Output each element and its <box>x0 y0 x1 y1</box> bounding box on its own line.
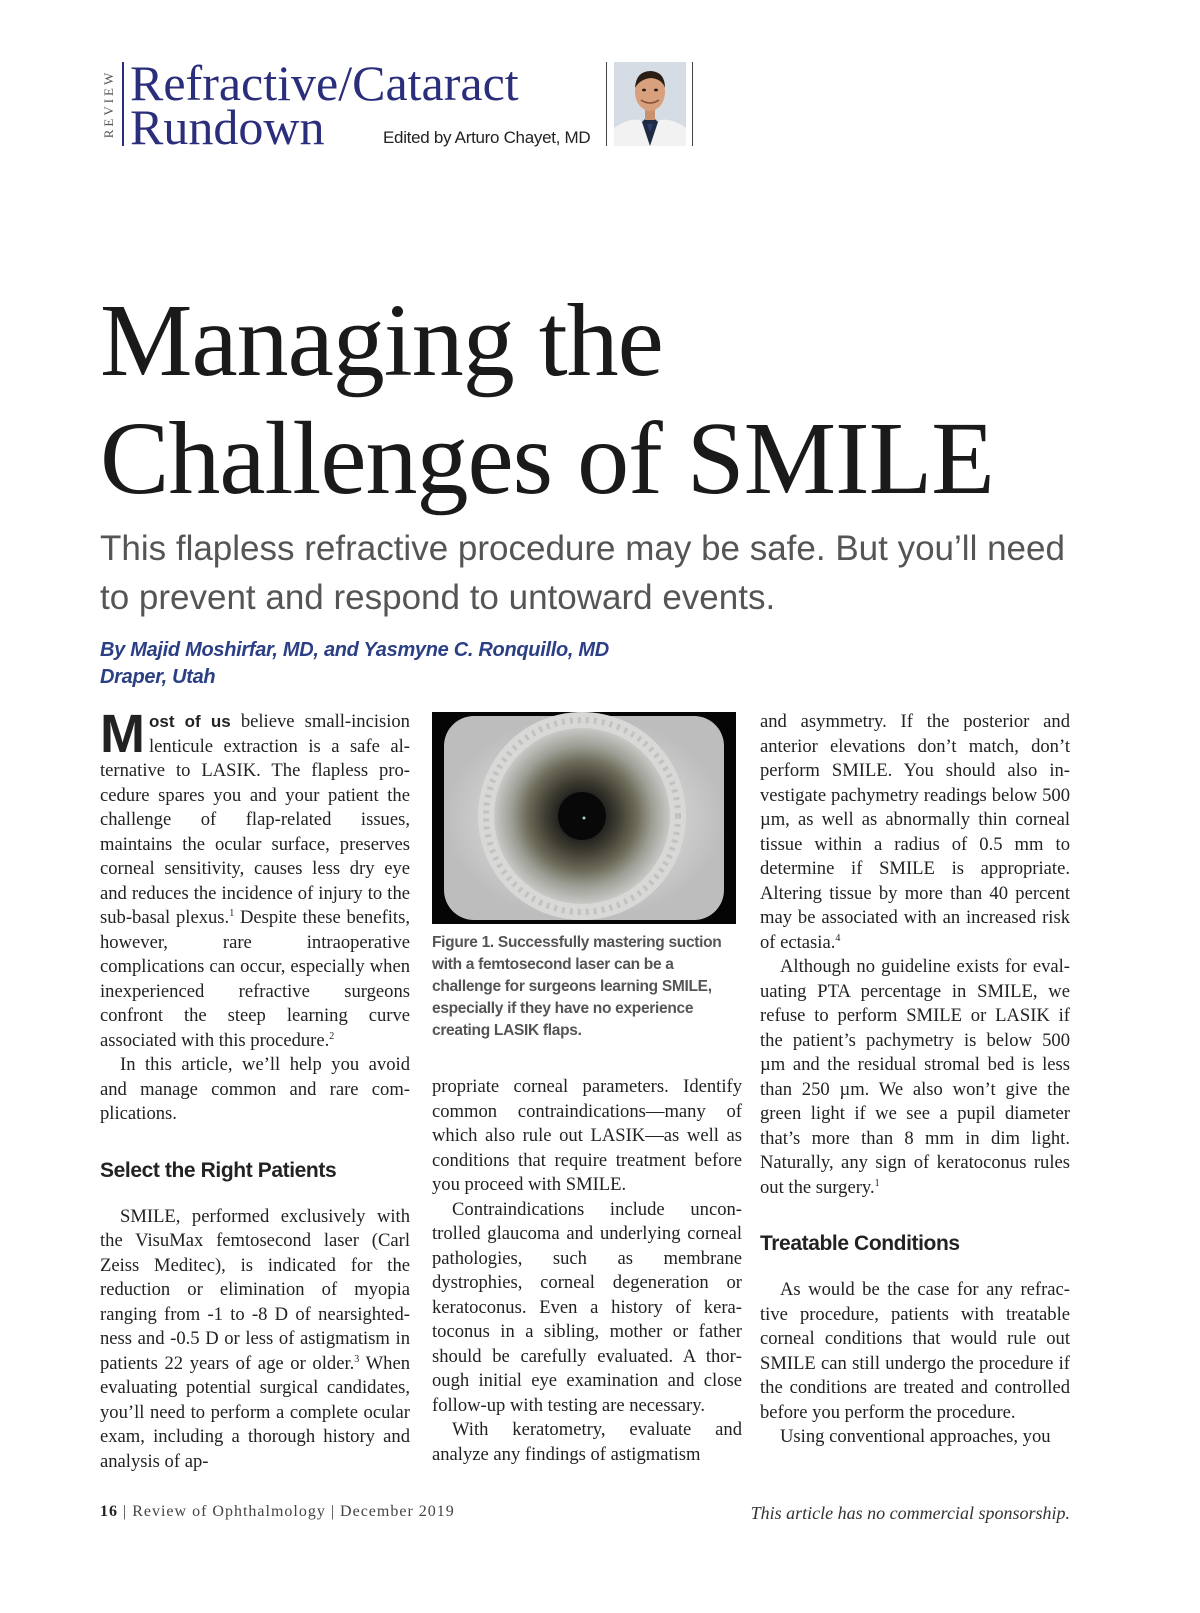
figure-caption: Figure 1. Successfully mastering suction with a femtosecond laser can be a challenge for surgeons learning SMILE, especially if they have no experience creating LASIK flaps. <box>432 934 722 1039</box>
photo-divider-right <box>692 62 693 146</box>
body-column-2 <box>432 1075 742 1467</box>
page-footer-left <box>100 1503 455 1521</box>
paragraph: With keratometry, evaluate and analyze any findings of astigmatism <box>432 1419 742 1465</box>
paragraph-text: believe small-incision lenticule extraction is a safe alternative to LASIK. The flapless procedure spares you and your patient the challenge of flap-related issues, maintains the ocular surface, preserves corneal sensitivity, causes less dry eye and reduces the incidence of injury to the sub-basal plexus. <box>100 711 410 928</box>
title-line2: Challenges of SMILE <box>100 401 994 516</box>
editor-photo <box>614 62 686 146</box>
paragraph-text: When evaluating potential surgical candidates, you’ll need to perform a complete ocular exam, including a thorough history and analysis of ap- <box>100 1352 410 1472</box>
drop-cap: M <box>100 704 145 764</box>
reference-marker: 3 <box>354 1353 360 1365</box>
page-number: 16 <box>100 1503 118 1520</box>
paragraph: In this article, we’ll help you avoid and manage common and rare complications. <box>100 1054 410 1124</box>
subheading: Treatable Conditions <box>760 1232 960 1255</box>
paragraph-text: Although no guideline exists for evaluating PTA percentage in SMILE, we refuse to perform SMILE or LASIK if the patient’s pachymetry is below 500 µm and the residual stromal bed is less than 250 µm. We also won’t give the green light if we see a pupil diameter that’s more than 8 mm in dim light. Naturally, any sign of keratoconus rules out the surgery. <box>760 956 1070 1198</box>
paragraph <box>760 710 1070 955</box>
publication-info: | Review of Ophthalmology | December 2019 <box>118 1503 455 1520</box>
article-deck: This flapless refractive procedure may be safe. But you’ll need to prevent and respond to untoward events. <box>100 529 1065 617</box>
header-divider <box>122 62 124 146</box>
paragraph: As would be the case for any refractive procedure, patients with treatable corneal conditions that would rule out SMILE can still undergo the procedure if the conditions are treated and controlled before you perform the procedure. <box>760 1279 1070 1423</box>
paragraph-text: Despite these benefits, however, rare intraoperative complications can occur, especially when inexperienced refractive surgeons confront the steep learning curve associated with this procedure. <box>100 907 410 1051</box>
photo-divider-left <box>606 62 607 146</box>
review-tag-text: REVIEW <box>101 69 116 139</box>
byline-authors: By Majid Moshirfar, MD, and Yasmyne C. Ronquillo, MD <box>100 639 609 661</box>
paragraph <box>100 1205 410 1475</box>
lead-in: ost of us <box>148 712 231 731</box>
paragraph <box>760 955 1070 1200</box>
byline <box>100 637 609 691</box>
article-title <box>100 282 1100 518</box>
paragraph: Using conventional approaches, you <box>780 1426 1051 1447</box>
section-header <box>100 55 700 155</box>
paragraph <box>100 704 410 1053</box>
subheading: Select the Right Patients <box>100 1158 337 1182</box>
section-title-line1: Refractive/Cataract <box>130 55 519 111</box>
figure-image <box>432 712 736 924</box>
paragraph: Contraindications include uncontrolled glaucoma and underlying corneal pathologies, such as membrane dystrophies, corneal degeneration or keratoconus. Even a history of keratoconus in a sibling, mother or father should be carefully evaluated. A thorough initial eye examination and close follow-up with testing are necessary. <box>432 1198 742 1416</box>
byline-location: Draper, Utah <box>100 666 216 688</box>
reference-marker: 2 <box>329 1030 335 1042</box>
editor-credit: Edited by Arturo Chayet, MD <box>383 128 591 147</box>
sponsorship-note: This article has no commercial sponsorship. <box>750 1503 1070 1523</box>
body-column-3 <box>760 710 1070 1450</box>
section-title-line2: Rundown <box>130 99 325 155</box>
paragraph-text: and asymmetry. If the posterior and anterior elevations don’t match, don’t perform SMILE. You should also investigate pachymetry readings below 500 µm, as well as abnormally thin corneal tissue within a radius of 0.5 mm to determine if SMILE is appropriate. Altering tissue by more than 40 percent may be associated with an increased risk of ectasia. <box>760 711 1070 953</box>
review-tag <box>100 62 118 146</box>
reference-marker: 4 <box>835 932 841 944</box>
body-column-1 <box>100 704 410 1474</box>
reference-marker: 1 <box>874 1177 880 1189</box>
paragraph: propriate corneal parameters. Identify common contraindications—many of which also rule out LASIK—as well as conditions that require treatment before you proceed with SMILE. <box>432 1076 742 1195</box>
reference-marker: 1 <box>229 907 235 919</box>
paragraph-text: SMILE, performed exclusively with the VisuMax femtosecond laser (Carl Zeiss Meditec), is indicated for the reduction or elimination of myopia ranging from -1 to -8 D of nearsightedness and -0.5 D or less of astigmatism in patients 22 years of age or older. <box>100 1205 410 1374</box>
title-line1: Managing the <box>100 283 663 398</box>
